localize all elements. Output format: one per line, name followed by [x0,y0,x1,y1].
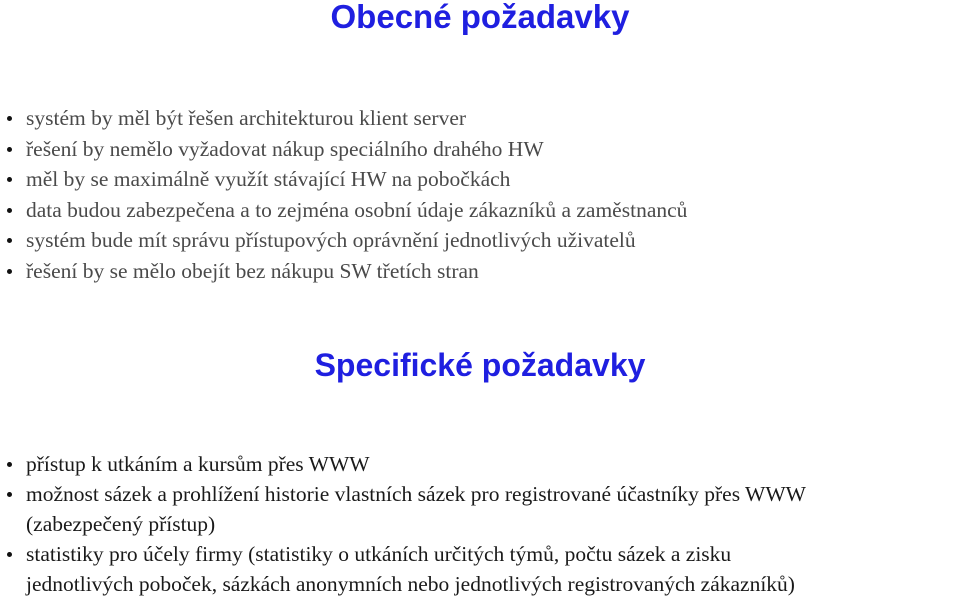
bullet-icon [7,238,12,243]
list-item-text: statistiky pro účely firmy (statistiky o utkáních určitých týmů, počtu sázek a zisku [26,542,732,566]
list-item [0,479,806,539]
bullet-icon [7,147,12,152]
list-item-text: systém bude mít správu přístupových oprávnění jednotlivých uživatelů [26,228,636,252]
bullet-icon [7,116,12,121]
section-title-specific: Specifické požadavky [314,347,646,383]
list-item [0,134,687,165]
list-item [0,195,687,226]
list-item [0,256,687,287]
bullet-icon [7,177,12,182]
bullet-icon [7,208,12,213]
list-item [0,103,687,134]
bullet-icon [7,492,12,497]
list-item [0,225,687,256]
list-item-text: měl by se maximálně využít stávající HW na pobočkách [26,167,511,191]
list-item-text: možnost sázek a prohlížení historie vlastních sázek pro registrované účastníky přes WWW [26,482,806,506]
section-title-general: Obecné požadavky [330,0,630,35]
list-item-text: řešení by nemělo vyžadovat nákup speciálního drahého HW [26,136,544,161]
bullet-icon [7,462,12,467]
general-requirements-list [0,103,687,286]
list-item-text: řešení by se mělo obejít bez nákupu SW třetích stran [26,258,479,283]
bullet-icon [7,552,12,557]
list-item [0,449,806,479]
list-item [0,164,687,195]
list-item-text-continued: (zabezpečený přístup) [26,512,216,536]
list-item-text-continued: jednotlivých poboček, sázkách anonymních nebo jednotlivých registrovaných zákazníků) [26,572,795,596]
list-item [0,539,806,599]
list-item-text: systém by měl být řešen architekturou klient server [26,106,467,130]
list-item-text: data budou zabezpečena a to zejména osobní údaje zákazníků a zaměstnanců [26,197,688,222]
list-item-text: přístup k utkáním a kursům přes WWW [26,452,370,476]
bullet-icon [7,269,12,274]
specific-requirements-list [0,449,806,599]
